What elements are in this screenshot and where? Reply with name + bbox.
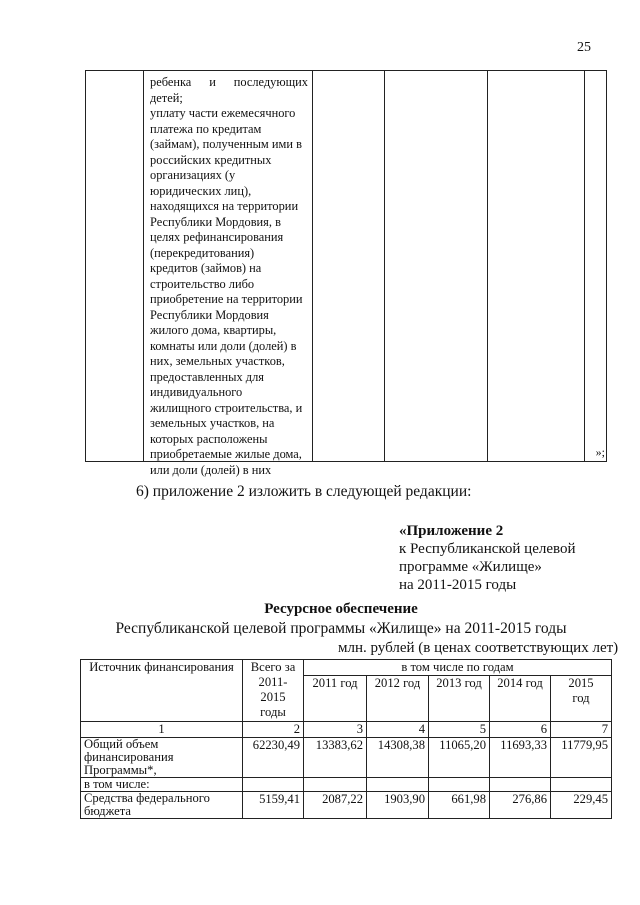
row-label: Общий объем финансирования Программы*, (81, 738, 243, 778)
table-row (81, 792, 612, 819)
empty-cell (551, 778, 612, 792)
text-line: платежа по кредитам (150, 121, 262, 136)
table-divider (584, 71, 585, 461)
table-row (81, 778, 612, 792)
cell-value: 229,45 (551, 792, 612, 819)
col-number: 2 (243, 722, 304, 738)
header-total: Всего за 2011- 2015 годы (243, 660, 304, 722)
empty-cell (304, 778, 367, 792)
cell-value: 276,86 (490, 792, 551, 819)
empty-cell (367, 778, 429, 792)
text-line: них, земельных участков, (150, 354, 285, 368)
cell-value: 14308,38 (367, 738, 429, 778)
closing-quote-mark: »; (595, 445, 605, 459)
appendix-title: «Приложение 2 (399, 523, 504, 539)
text-line: или доли (долей) в них (150, 462, 272, 477)
continuation-table (85, 70, 607, 477)
text-line: целях рефинансирования (150, 230, 284, 244)
text-line: Республики Мордовия, в (150, 214, 281, 229)
header-source: Источник финансирования (81, 660, 243, 722)
table-divider (143, 71, 144, 461)
col-number: 7 (551, 722, 612, 738)
text-line: находящихся на территории (150, 199, 299, 213)
amendment-item-6: 6) приложение 2 изложить в следующей редакции: (136, 483, 472, 500)
text-line: индивидуального (150, 385, 243, 399)
appendix-line: на 2011-2015 годы (399, 577, 517, 593)
empty-cell (429, 778, 490, 792)
text-line: организациях (у (150, 168, 236, 182)
table-divider (487, 71, 488, 461)
cell-value: 13383,62 (304, 738, 367, 778)
text-line: детей; (150, 90, 183, 105)
empty-cell (243, 778, 304, 792)
appendix-line: к Республиканской целевой (399, 541, 576, 557)
row-label: в том числе: (81, 778, 243, 792)
col-number: 3 (304, 722, 367, 738)
appendix-line: программе «Жилище» (399, 559, 542, 575)
table-row (81, 738, 612, 778)
header-year: 2012 год (367, 676, 429, 722)
appendix-heading (399, 522, 576, 594)
units-note: млн. рублей (в ценах соответствующих лет) (338, 640, 619, 656)
resource-subtitle: Республиканской целевой программы «Жилище» на 2011-2015 годы (115, 620, 567, 637)
text-line: (перекредитования) (150, 245, 255, 260)
table-divider (384, 71, 385, 461)
cell-value: 62230,49 (243, 738, 304, 778)
text-line: строительство либо (150, 276, 255, 291)
text-line: предоставленных для (150, 369, 264, 384)
cell-value: 11779,95 (551, 738, 612, 778)
text-line: жилого дома, квартиры, (150, 323, 277, 337)
continuation-first-line: ребенка и последующих (150, 75, 308, 89)
col-number: 5 (429, 722, 490, 738)
cell-value: 11065,20 (429, 738, 490, 778)
header-year: 2013 год (429, 676, 490, 722)
text-line: Республики Мордовия (150, 307, 269, 322)
text-line: приобретаемые жилые дома, (150, 447, 302, 461)
cell-value: 5159,41 (243, 792, 304, 819)
header-year: 2011 год (304, 676, 367, 722)
text-line: комнаты или доли (долей) в (150, 338, 297, 353)
header-year: 2015 год (551, 676, 612, 722)
cell-value: 11693,33 (490, 738, 551, 778)
text-line: уплату части ежемесячного (150, 106, 296, 120)
text-line: земельных участков, на (150, 416, 275, 430)
text-line: которых расположены (150, 431, 268, 446)
text-line: российских кредитных (150, 152, 272, 167)
text-line: (займам), полученным ими в (150, 137, 302, 151)
header-by-year: в том числе по годам (304, 660, 612, 676)
text-line: жилищного строительства, и (150, 400, 303, 415)
empty-cell (490, 778, 551, 792)
cell-value: 661,98 (429, 792, 490, 819)
col-number: 6 (490, 722, 551, 738)
header-year: 2014 год (490, 676, 551, 722)
text-line: приобретение на территории (150, 292, 303, 306)
cell-value: 1903,90 (367, 792, 429, 819)
col-number: 1 (81, 722, 243, 738)
page-number: 25 (577, 40, 591, 55)
col-number: 4 (367, 722, 429, 738)
text-line: кредитов (займов) на (150, 261, 262, 275)
text-line: юридических лиц), (150, 183, 252, 198)
resource-table (80, 659, 612, 819)
resource-title: Ресурсное обеспечение (264, 601, 418, 617)
cell-value: 2087,22 (304, 792, 367, 819)
row-label: Средства федерального бюджета (81, 792, 243, 819)
table-divider (312, 71, 313, 461)
continuation-text (150, 75, 308, 478)
